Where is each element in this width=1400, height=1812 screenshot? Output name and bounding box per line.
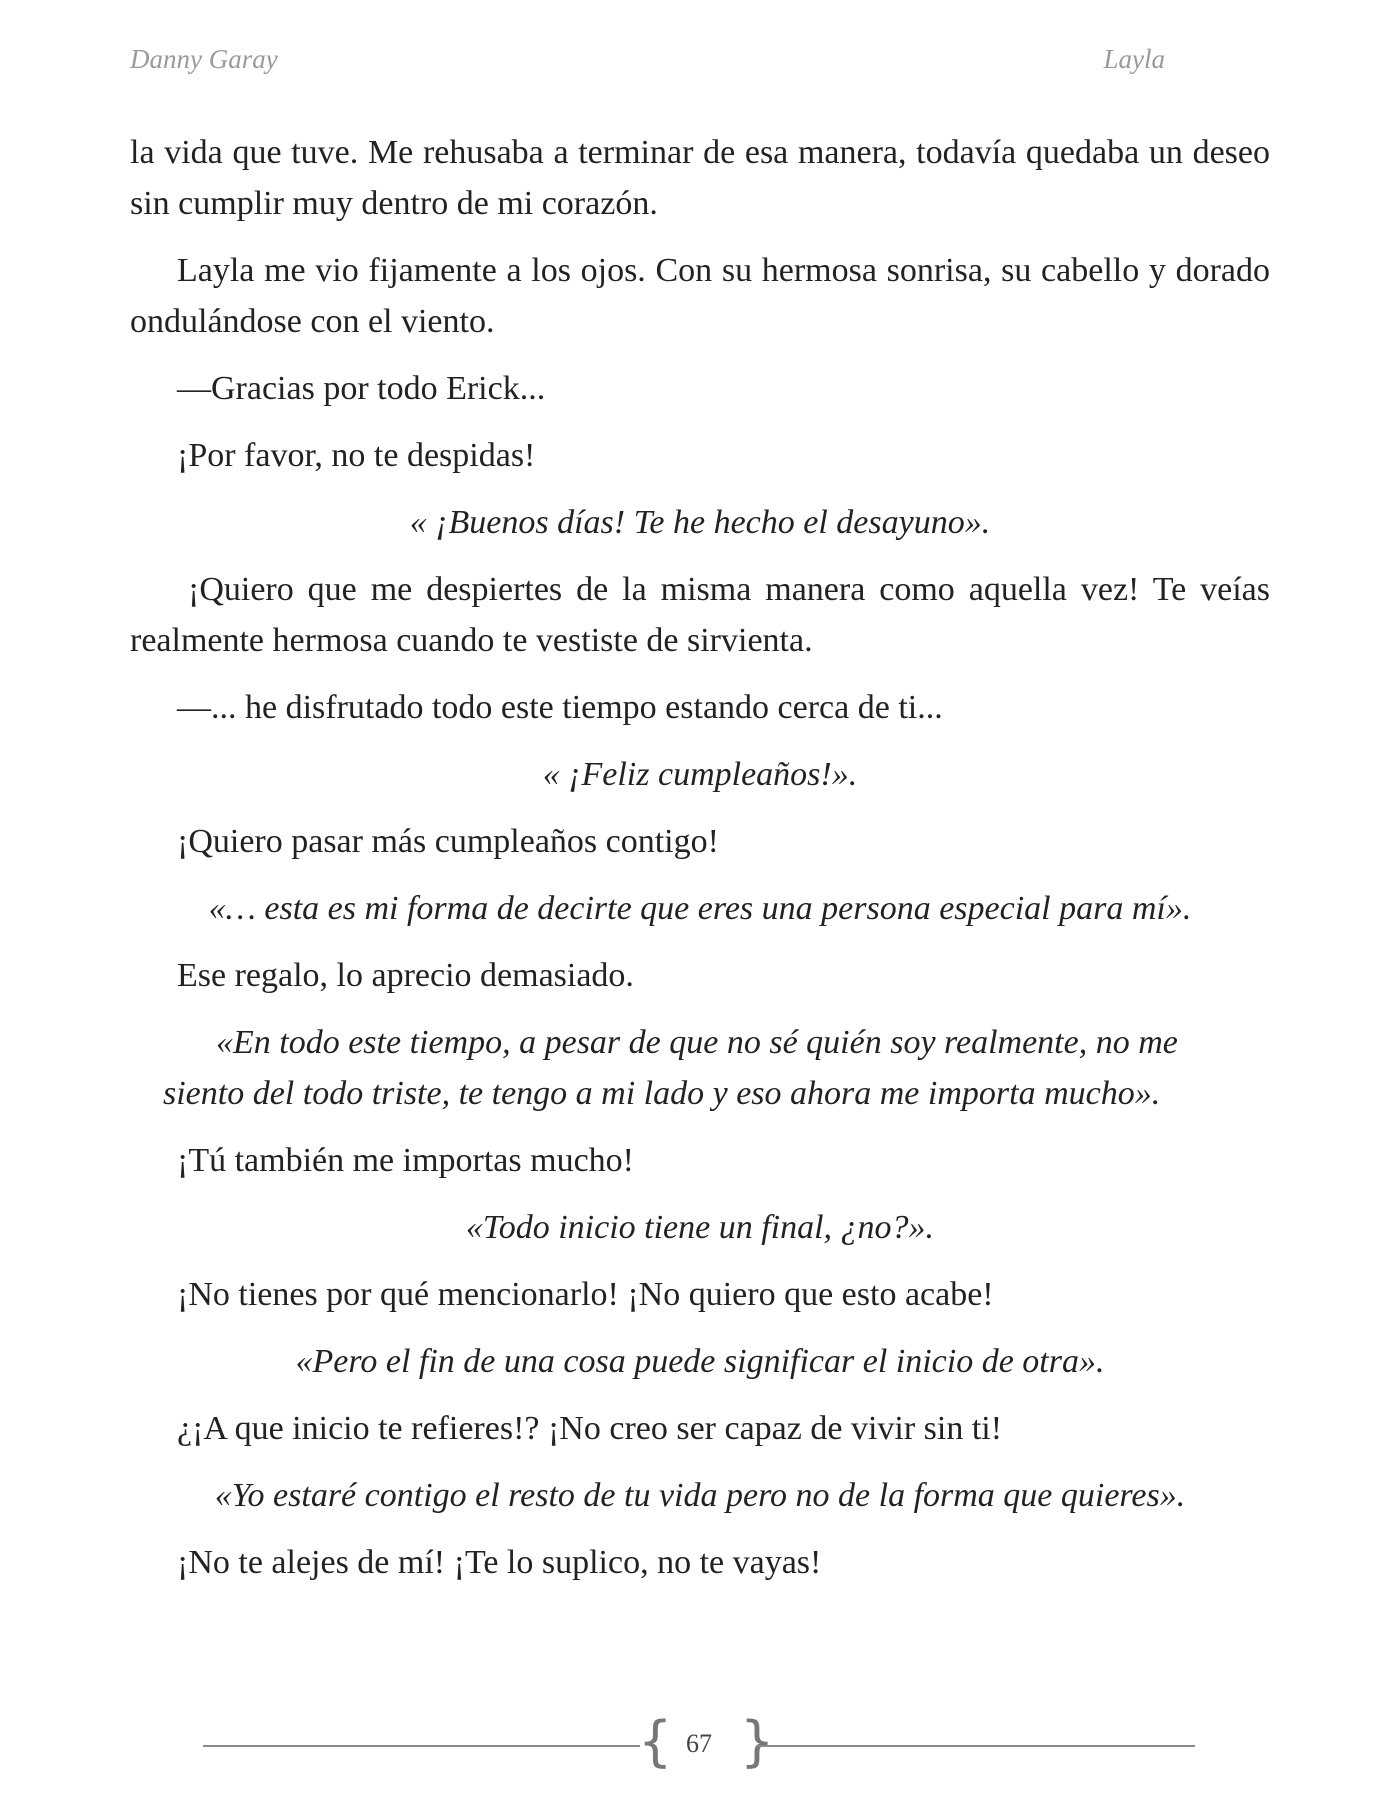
italic-quote: «Yo estaré contigo el resto de tu vida pero no de la forma que quieres».	[214, 1477, 1186, 1514]
paragraph: ¿¡A que inicio te refieres!? ¡No creo ser capaz de vivir sin ti!	[177, 1410, 1003, 1447]
left-brace-ornament: {	[638, 1710, 673, 1773]
quote-line: siento del todo triste, te tengo a mi lado y eso ahora me importa mucho».	[163, 1075, 1161, 1112]
page-number: 67	[686, 1729, 712, 1758]
paragraph: ¡Tú también me importas mucho!	[177, 1142, 634, 1179]
right-brace-ornament: }	[740, 1710, 775, 1773]
quote-line: «En todo este tiempo, a pesar de que no sé quién soy realmente, no me	[216, 1024, 1178, 1061]
italic-quote: « ¡Buenos días! Te he hecho el desayuno».	[409, 504, 991, 541]
footer-rule-right	[757, 1745, 1195, 1747]
italic-quote: «Pero el fin de una cosa puede significar el inicio de otra».	[295, 1343, 1105, 1380]
paragraph: ¡No tienes por qué mencionarlo! ¡No quiero que esto acabe!	[177, 1276, 994, 1313]
paragraph: Layla me vio fijamente a los ojos. Con su hermosa sonrisa, su cabello y dorado ondulándose con el viento.	[130, 252, 1270, 340]
paragraph: la vida que tuve. Me rehusaba a terminar de esa manera, todavía quedaba un deseo sin cumplir muy dentro de mi corazón.	[130, 134, 1270, 222]
header-author: Danny Garay	[130, 44, 278, 74]
header-book-title: Layla	[1103, 44, 1165, 74]
italic-quote: «Todo inicio tiene un final, ¿no?».	[465, 1209, 935, 1246]
paragraph: Ese regalo, lo aprecio demasiado.	[177, 957, 634, 994]
page-footer	[0, 1710, 1400, 1779]
italic-quote-block	[130, 1017, 1270, 1119]
page-body	[130, 127, 1270, 1604]
dialogue-line: —Gracias por todo Erick...	[177, 370, 546, 407]
paragraph: ¡Quiero pasar más cumpleaños contigo!	[177, 823, 719, 860]
paragraph: ¡Quiero que me despiertes de la misma manera como aquella vez! Te veías realmente hermosa cuando te vestiste de sirvienta.	[130, 571, 1270, 659]
footer-rule-left	[203, 1745, 640, 1747]
paragraph: ¡No te alejes de mí! ¡Te lo suplico, no te vayas!	[177, 1544, 822, 1581]
italic-quote: « ¡Feliz cumpleaños!».	[542, 756, 858, 793]
italic-quote: «… esta es mi forma de decirte que eres una persona especial para mí».	[208, 890, 1192, 927]
running-header	[130, 44, 1165, 84]
paragraph: ¡Por favor, no te despidas!	[177, 437, 536, 474]
dialogue-line: —... he disfrutado todo este tiempo estando cerca de ti...	[177, 689, 943, 726]
